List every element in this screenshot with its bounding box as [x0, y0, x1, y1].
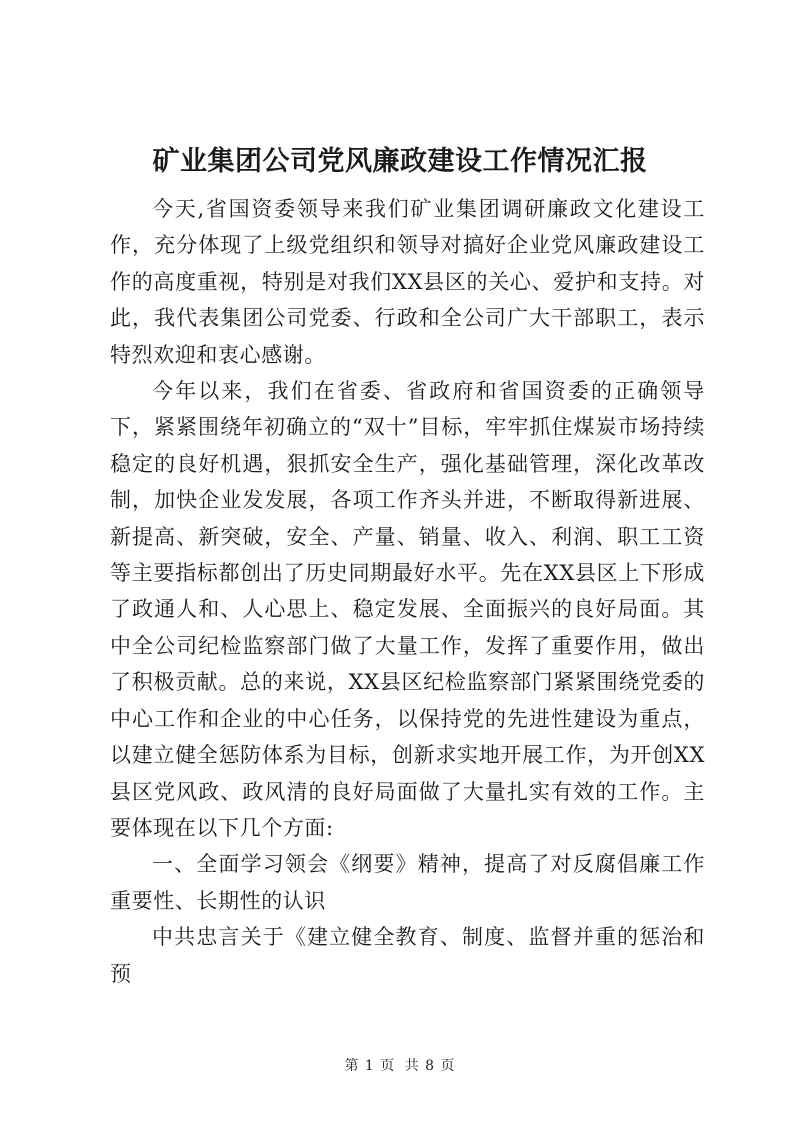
page-footer: [0, 1055, 800, 1075]
page-number: 第 1 页: [344, 1058, 396, 1074]
section-heading: 一、全面学习领会《纲要》精神，提高了对反腐倡廉工作重要性、长期性的认识: [110, 852, 705, 913]
document-title: 矿业集团公司党风廉政建设工作情况汇报: [152, 146, 648, 177]
paragraph-continued: 中共忠言关于《建立健全教育、制度、监督并重的惩治和预: [110, 925, 705, 986]
paragraph-summary: 今年以来，我们在省委、省政府和省国资委的正确领导下，紧紧围绕年初确立的“双十”目标，牢牢抓住煤炭市场持续稳定的良好机遇，狠抓安全生产，强化基础管理，深化改革改制，加快企业发发展，各项工作齐头并进，不断取得新进展、新提高、新突破，安全、产量、销量、收入、利润、职工工资等主要指标都创出了历史同期最好水平。先在XX县区上下形成了政通人和、人心思上、稳定发展、全面振兴的良好局面。其中全公司纪检监察部门做了大量工作，发挥了重要作用，做出了积极贡献。总的来说，XX县区纪检监察部门紧紧围绕党委的中心工作和企业的中心任务，以保持党的先进性建设为重点，以建立健全惩防体系为目标，创新求实地开展工作，为开创XX县区党风政、政风清的良好局面做了大量扎实有效的工作。主要体现在以下几个方面:: [110, 379, 705, 840]
paragraph-intro: 今天,省国资委领导来我们矿业集团调研廉政文化建设工作，充分体现了上级党组织和领导对搞好企业党风廉政建设工作的高度重视，特别是对我们XX县区的关心、爱护和支持。对此，我代表集团公司党委、行政和全公司广大干部职工，表示特烈欢迎和衷心感谢。: [110, 197, 705, 367]
document-body: [110, 191, 705, 992]
page-total: 共 8 页: [404, 1058, 456, 1074]
